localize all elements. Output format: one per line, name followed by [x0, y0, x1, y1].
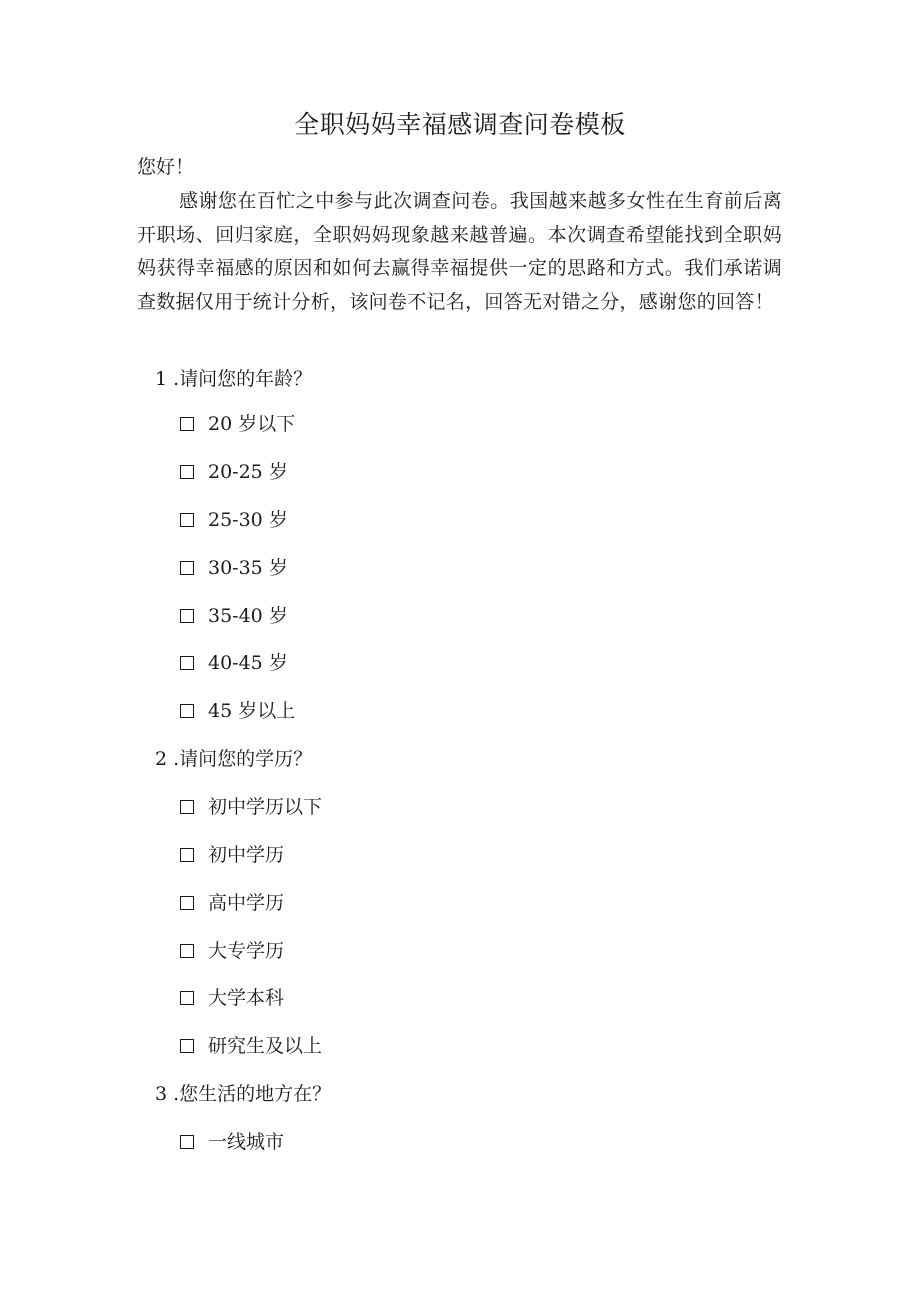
intro-paragraph: 感谢您在百忙之中参与此次调查问卷。我国越来越多女性在生育前后离开职场、回归家庭，全职妈妈现象越来越普遍。本次调查希望能找到全职妈妈获得幸福感的原因和如何去赢得幸福提供一定的思路和方式。我们承诺调查数据仅用于统计分析，该问卷不记名，回答无对错之分，感谢您的回答！: [137, 190, 782, 313]
checkbox-icon[interactable]: [180, 1039, 194, 1053]
option-q1-5[interactable]: [180, 601, 288, 631]
greeting-text: 您好！: [137, 156, 195, 178]
checkbox-icon[interactable]: [180, 609, 194, 623]
option-q2-6[interactable]: [180, 1031, 322, 1061]
option-q2-3[interactable]: [180, 888, 284, 918]
option-label: 高中学历: [208, 892, 285, 914]
question-1: 1 .请问您的年龄？: [155, 368, 313, 390]
option-q2-4[interactable]: [180, 936, 284, 966]
option-label: 20-25 岁: [208, 461, 288, 483]
option-q1-4[interactable]: [180, 553, 288, 583]
option-q2-5[interactable]: [180, 983, 284, 1013]
option-q1-2[interactable]: [180, 457, 288, 487]
checkbox-icon[interactable]: [180, 513, 194, 527]
option-label: 20 岁以下: [208, 413, 296, 435]
option-q2-1[interactable]: [180, 792, 322, 822]
option-label: 45 岁以上: [208, 700, 296, 722]
checkbox-icon[interactable]: [180, 1135, 194, 1149]
checkbox-icon[interactable]: [180, 465, 194, 479]
checkbox-icon[interactable]: [180, 896, 194, 910]
page-title: 全职妈妈幸福感调查问卷模板: [294, 110, 626, 139]
checkbox-icon[interactable]: [180, 944, 194, 958]
option-label: 大学本科: [208, 987, 285, 1009]
checkbox-icon[interactable]: [180, 561, 194, 575]
option-q1-3[interactable]: [180, 505, 288, 535]
checkbox-icon[interactable]: [180, 848, 194, 862]
option-label: 一线城市: [208, 1131, 285, 1153]
option-q1-1[interactable]: [180, 409, 295, 439]
checkbox-icon[interactable]: [180, 800, 194, 814]
option-label: 40-45 岁: [208, 652, 288, 674]
option-label: 大专学历: [208, 940, 285, 962]
option-label: 研究生及以上: [208, 1035, 323, 1057]
checkbox-icon[interactable]: [180, 991, 194, 1005]
option-label: 25-30 岁: [208, 509, 288, 531]
checkbox-icon[interactable]: [180, 417, 194, 431]
option-label: 30-35 岁: [208, 557, 288, 579]
option-q1-6[interactable]: [180, 648, 288, 678]
option-q3-1[interactable]: [180, 1127, 284, 1157]
question-3: 3 .您生活的地方在？: [155, 1083, 332, 1105]
option-label: 初中学历以下: [208, 796, 323, 818]
option-label: 初中学历: [208, 844, 285, 866]
option-label: 35-40 岁: [208, 605, 288, 627]
option-q1-7[interactable]: [180, 696, 295, 726]
checkbox-icon[interactable]: [180, 656, 194, 670]
question-2: 2 .请问您的学历？: [155, 748, 313, 770]
option-q2-2[interactable]: [180, 840, 284, 870]
checkbox-icon[interactable]: [180, 704, 194, 718]
